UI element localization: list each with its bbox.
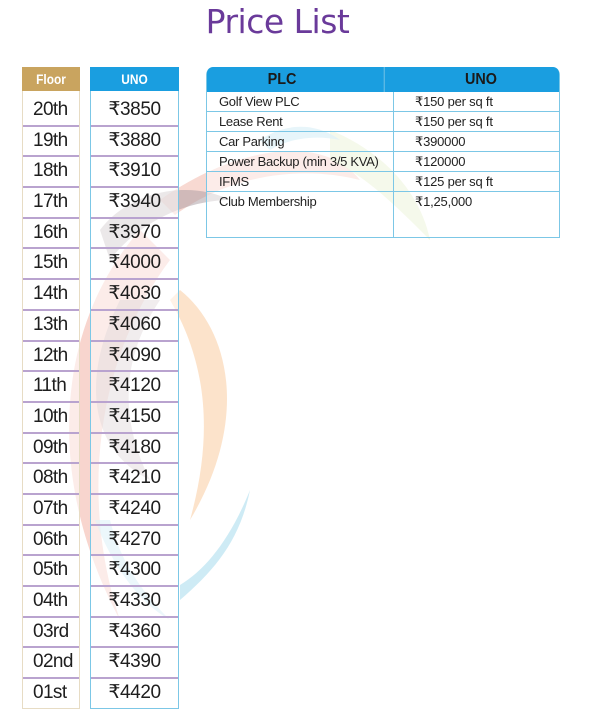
- charge-value: ₹125 per sq ft: [415, 174, 493, 189]
- charge-label: Car Parking: [207, 132, 394, 151]
- plc-header: PLC: [216, 67, 384, 92]
- floor-cell: 02nd: [23, 648, 79, 679]
- floor-cell: 16th: [23, 219, 79, 250]
- price-cell: ₹4180: [91, 434, 178, 465]
- floor-cell: 17th: [23, 188, 79, 219]
- charge-label: Power Backup (min 3/5 KVA): [207, 152, 394, 171]
- price-cell: ₹4270: [91, 526, 178, 557]
- floor-cell: 07th: [23, 495, 79, 526]
- table-row: [207, 152, 559, 172]
- price-cell: ₹3910: [91, 157, 178, 188]
- charge-label: Golf View PLC: [207, 92, 394, 111]
- floor-cell: 01st: [33, 682, 67, 704]
- price-cell: ₹4000: [91, 249, 178, 280]
- price-cell: ₹4210: [91, 464, 178, 495]
- floor-cell: 14th: [23, 280, 79, 311]
- floor-cell: 09th: [23, 434, 79, 465]
- floor-cell: 04th: [23, 587, 79, 618]
- uno-price-column: [90, 67, 179, 709]
- charge-label: Club Membership: [207, 192, 394, 237]
- price-cell: ₹3970: [91, 219, 178, 250]
- price-cell: ₹4090: [91, 342, 178, 373]
- table-row: [207, 112, 559, 132]
- charge-label: IFMS: [207, 172, 394, 191]
- charge-value: ₹150 per sq ft: [415, 94, 493, 109]
- price-cell: ₹4120: [91, 372, 178, 403]
- plc-table-header: [207, 67, 559, 92]
- charge-value: ₹120000: [415, 154, 466, 169]
- table-row: [207, 132, 559, 152]
- floor-header: Floor: [36, 71, 66, 87]
- floor-cell: 18th: [23, 157, 79, 188]
- price-cell: ₹4030: [91, 280, 178, 311]
- floor-cell: 11th: [23, 372, 79, 403]
- price-cell: ₹4360: [91, 618, 178, 649]
- price-cell: ₹4390: [91, 648, 178, 679]
- floor-cell: 05th: [23, 556, 79, 587]
- charge-value: ₹150 per sq ft: [415, 114, 493, 129]
- floor-cell: 13th: [23, 311, 79, 342]
- price-cell: ₹4150: [91, 403, 178, 434]
- price-cell: ₹4330: [91, 587, 178, 618]
- price-cell: ₹4300: [91, 556, 178, 587]
- floor-cell: 15th: [23, 249, 79, 280]
- table-row: [207, 92, 559, 112]
- floor-cell: 12th: [23, 342, 79, 373]
- price-cell: ₹4060: [91, 311, 178, 342]
- uno-header: UNO: [464, 71, 498, 88]
- price-cell: ₹4420: [108, 682, 161, 704]
- floor-cell: 06th: [23, 526, 79, 557]
- table-row: [207, 192, 559, 237]
- floor-cell: 08th: [23, 464, 79, 495]
- floor-column: [22, 67, 80, 709]
- price-cell: ₹3880: [91, 127, 178, 158]
- plc-charges-table: [206, 67, 560, 238]
- floor-cell: 10th: [23, 403, 79, 434]
- uno-header: UNO: [121, 71, 148, 87]
- table-row: [207, 172, 559, 192]
- floor-cell: 19th: [23, 127, 79, 158]
- price-cell: ₹3850: [91, 96, 178, 127]
- price-cell: ₹3940: [91, 188, 178, 219]
- page-title: Price List: [205, 2, 350, 41]
- charge-label: Lease Rent: [207, 112, 394, 131]
- floor-cell: 20th: [23, 96, 79, 127]
- charge-value: ₹1,25,000: [415, 194, 473, 209]
- charge-value: ₹390000: [415, 134, 466, 149]
- price-cell: ₹4240: [91, 495, 178, 526]
- floor-cell: 03rd: [23, 618, 79, 649]
